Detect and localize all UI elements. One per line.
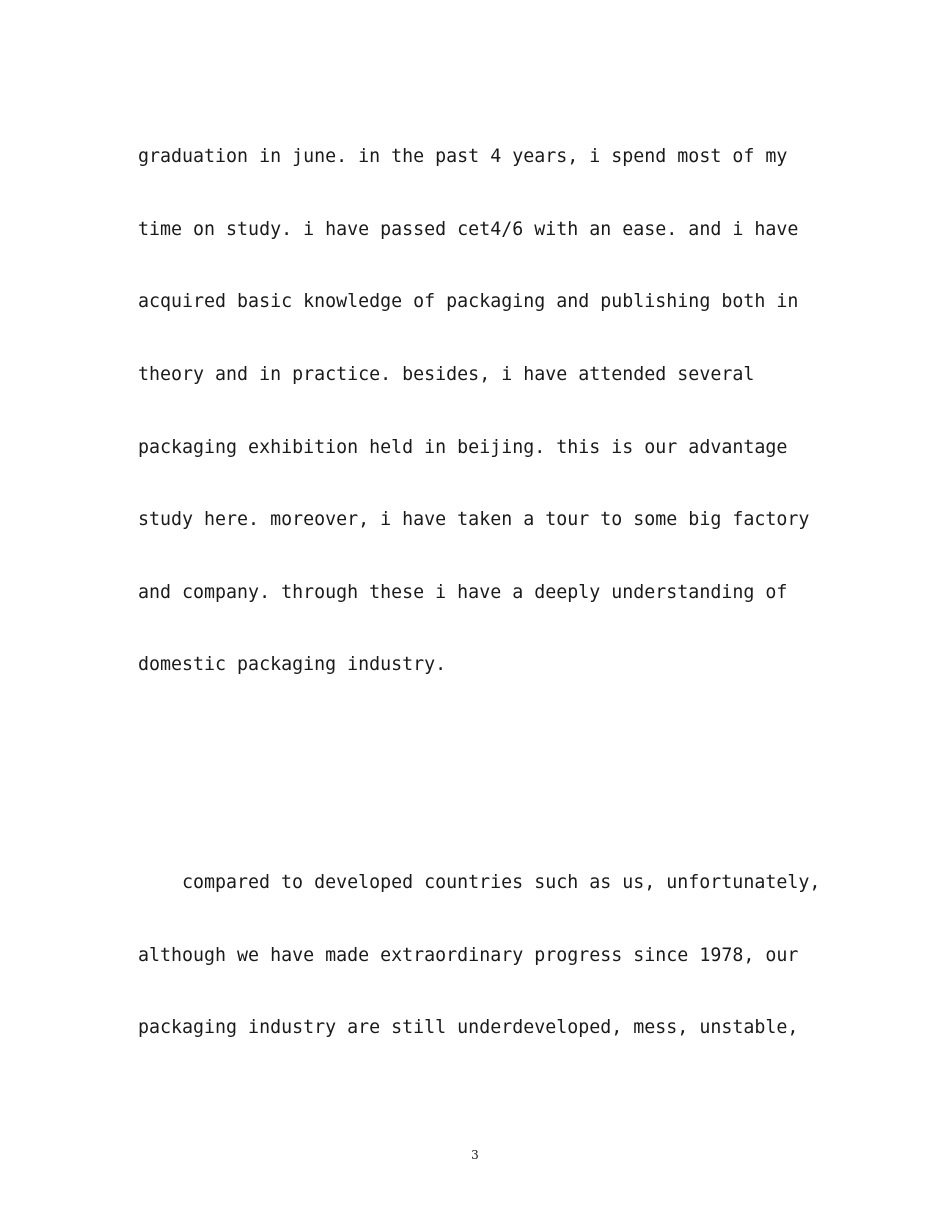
paragraph-1-line-8: domestic packaging industry.	[138, 654, 447, 675]
paragraph-2-line-3: packaging industry are still underdeveloped, mess, unstable,	[138, 1017, 799, 1038]
paragraph-1-line-3: acquired basic knowledge of packaging and publishing both in	[138, 291, 799, 312]
paragraph-1-line-4: theory and in practice. besides, i have attended several	[138, 364, 755, 385]
paragraph-1-line-6: study here. moreover, i have taken a tour to some big factory	[138, 509, 810, 530]
page-number: 3	[471, 1148, 479, 1162]
paragraph-1-line-2: time on study. i have passed cet4/6 with an ease. and i have	[138, 219, 799, 240]
paragraph-2-line-1: compared to developed countries such as us, unfortunately,	[182, 872, 821, 893]
paragraph-1-line-7: and company. through these i have a deeply understanding of	[138, 582, 788, 603]
paragraph-1-line-5: packaging exhibition held in beijing. this is our advantage	[138, 437, 788, 458]
paragraph-2-line-2: although we have made extraordinary progress since 1978, our	[138, 945, 799, 966]
paragraph-1-line-1: graduation in june. in the past 4 years, i spend most of my	[138, 146, 788, 167]
